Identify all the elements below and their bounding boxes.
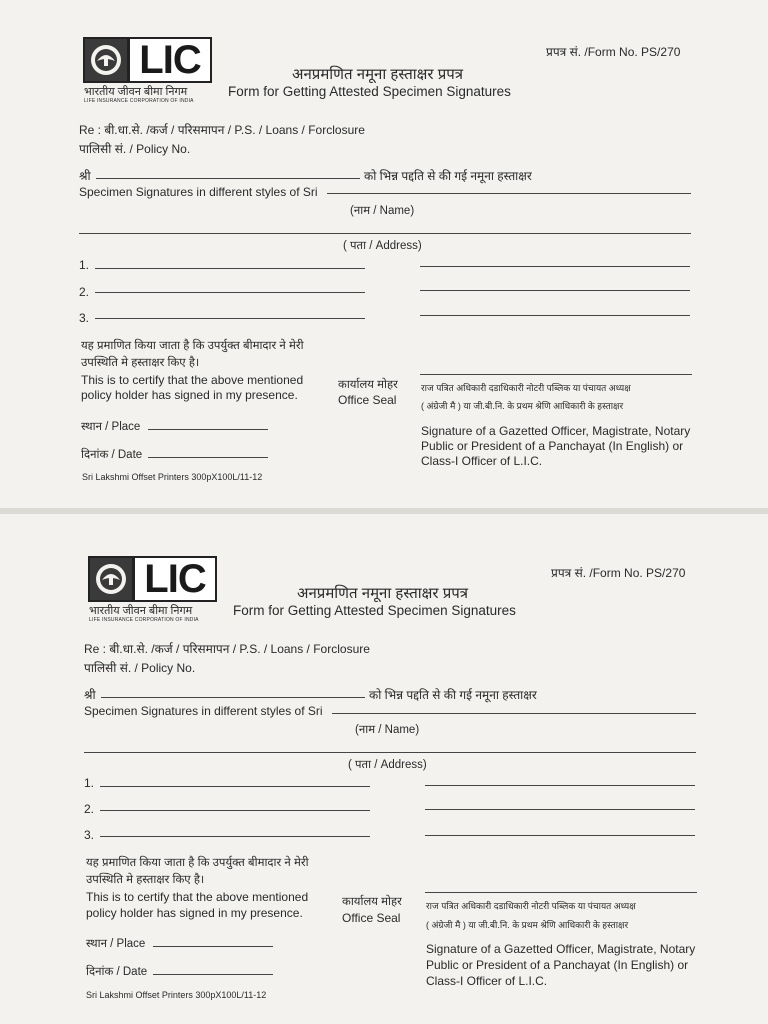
shri-label: श्री bbox=[84, 688, 96, 702]
title-english: Form for Getting Attested Specimen Signatures bbox=[233, 603, 516, 618]
styles-hindi: को भिन्न पद्दति से की गई नमूना हस्ताक्षर bbox=[369, 688, 537, 702]
shri-label: श्री bbox=[79, 169, 91, 183]
specimen-label: Specimen Signatures in different styles of Sri bbox=[84, 704, 323, 718]
officer-english-1: Signature of a Gazetted Officer, Magistrate, Notary bbox=[421, 424, 691, 438]
address-label: ( पता / Address) bbox=[343, 240, 422, 252]
org-name-english: LIFE INSURANCE CORPORATION OF INDIA bbox=[89, 617, 199, 623]
title-hindi: अनप्रमणित नमूना हस्ताक्षर प्रपत्र bbox=[297, 585, 469, 602]
certify-english-1: This is to certify that the above mentioned bbox=[86, 890, 309, 904]
signature-field-2a[interactable] bbox=[100, 810, 370, 811]
printer-credit: Sri Lakshmi Offset Printers 300pX100L/11-12 bbox=[86, 990, 267, 1000]
specimen-label: Specimen Signatures in different styles of Sri bbox=[79, 185, 318, 199]
title-english: Form for Getting Attested Specimen Signatures bbox=[228, 84, 511, 99]
org-name-hindi: भारतीय जीवन बीमा निगम bbox=[89, 605, 193, 617]
officer-signature-field[interactable] bbox=[425, 892, 697, 893]
name-label: (नाम / Name) bbox=[355, 724, 420, 736]
office-seal-hindi: कार्यालय मोहर bbox=[338, 379, 398, 391]
officer-hindi-1: राज पत्रित अधिकारी दडाधिकारी नोटरी पब्लिक या पंचायत अध्यक्ष bbox=[426, 901, 636, 911]
policy-no-label: पालिसी सं. / Policy No. bbox=[84, 661, 196, 675]
certify-hindi-2: उपस्थिति मे हस्ताक्षर किए है। bbox=[81, 357, 200, 369]
place-label: स्थान / Place bbox=[86, 938, 146, 950]
address-field[interactable] bbox=[84, 752, 696, 753]
date-field[interactable] bbox=[153, 974, 273, 975]
address-label: ( पता / Address) bbox=[348, 759, 427, 771]
specimen-name-field[interactable] bbox=[332, 713, 696, 714]
sig-number-1: 1. bbox=[79, 258, 90, 272]
signature-field-3b[interactable] bbox=[425, 835, 695, 836]
officer-english-2: Public or President of a Panchayat (In English) or bbox=[426, 958, 689, 972]
signature-field-1b[interactable] bbox=[425, 785, 695, 786]
re-line: Re : बी.धा.से. /कर्ज / परिसमापन / P.S. / Loans / Forclosure bbox=[84, 642, 370, 656]
org-name-english: LIFE INSURANCE CORPORATION OF INDIA bbox=[84, 98, 194, 104]
certify-hindi-2: उपस्थिति मे हस्ताक्षर किए है। bbox=[86, 874, 205, 886]
org-name-hindi: भारतीय जीवन बीमा निगम bbox=[84, 86, 188, 98]
officer-hindi-2: ( अंग्रेजी मै ) या जी.बी.नि. के प्रथम श्रेणि आधिकारी के हस्ताक्षर bbox=[426, 920, 629, 930]
policy-no-label: पालिसी सं. / Policy No. bbox=[79, 142, 191, 156]
lic-emblem-icon bbox=[88, 556, 134, 602]
lic-logo-text: LIC bbox=[133, 556, 217, 602]
officer-english-3: Class-I Officer of L.I.C. bbox=[426, 974, 548, 988]
sig-number-3: 3. bbox=[79, 311, 90, 325]
certify-english-2: policy holder has signed in my presence. bbox=[81, 388, 298, 402]
place-label: स्थान / Place bbox=[81, 421, 141, 433]
date-label: दिनांक / Date bbox=[86, 966, 148, 978]
re-line: Re : बी.धा.से. /कर्ज / परिसमापन / P.S. / Loans / Forclosure bbox=[79, 123, 365, 137]
certify-english-1: This is to certify that the above mentioned bbox=[81, 373, 304, 387]
name-label: (नाम / Name) bbox=[350, 205, 415, 217]
sig-number-2: 2. bbox=[79, 285, 90, 299]
certify-english-2: policy holder has signed in my presence. bbox=[86, 906, 303, 920]
styles-hindi: को भिन्न पद्दति से की गई नमूना हस्ताक्षर bbox=[364, 169, 532, 183]
officer-hindi-1: राज पत्रित अधिकारी दडाधिकारी नोटरी पब्लिक या पंचायत अध्यक्ष bbox=[421, 383, 631, 393]
officer-hindi-2: ( अंग्रेजी मै ) या जी.बी.नि. के प्रथम श्रेणि आधिकारी के हस्ताक्षर bbox=[421, 401, 624, 411]
shri-name-field[interactable] bbox=[101, 697, 365, 698]
office-seal-english: Office Seal bbox=[342, 911, 401, 925]
office-seal-hindi: कार्यालय मोहर bbox=[342, 896, 402, 908]
lic-logo-text: LIC bbox=[128, 37, 212, 83]
officer-english-2: Public or President of a Panchayat (In English) or bbox=[421, 439, 684, 453]
title-hindi: अनप्रमणित नमूना हस्ताक्षर प्रपत्र bbox=[292, 66, 464, 83]
signature-field-2b[interactable] bbox=[425, 809, 695, 810]
certify-hindi-1: यह प्रमाणित किया जाता है कि उपर्युक्त बीमादार ने मेरी bbox=[81, 340, 304, 352]
officer-english-1: Signature of a Gazetted Officer, Magistrate, Notary bbox=[426, 942, 696, 956]
printer-credit: Sri Lakshmi Offset Printers 300pX100L/11-12 bbox=[82, 472, 263, 482]
officer-english-3: Class-I Officer of L.I.C. bbox=[421, 454, 543, 468]
date-label: दिनांक / Date bbox=[81, 449, 143, 461]
sig-number-3: 3. bbox=[84, 828, 95, 842]
office-seal-english: Office Seal bbox=[338, 393, 397, 407]
form-number: प्रपत्र सं. /Form No. PS/270 bbox=[546, 45, 681, 59]
signature-field-1a[interactable] bbox=[100, 786, 370, 787]
form-number: प्रपत्र सं. /Form No. PS/270 bbox=[551, 566, 686, 580]
sig-number-2: 2. bbox=[84, 802, 95, 816]
certify-hindi-1: यह प्रमाणित किया जाता है कि उपर्युक्त बीमादार ने मेरी bbox=[86, 857, 309, 869]
sig-number-1: 1. bbox=[84, 776, 95, 790]
place-field[interactable] bbox=[153, 946, 273, 947]
signature-field-3a[interactable] bbox=[100, 836, 370, 837]
